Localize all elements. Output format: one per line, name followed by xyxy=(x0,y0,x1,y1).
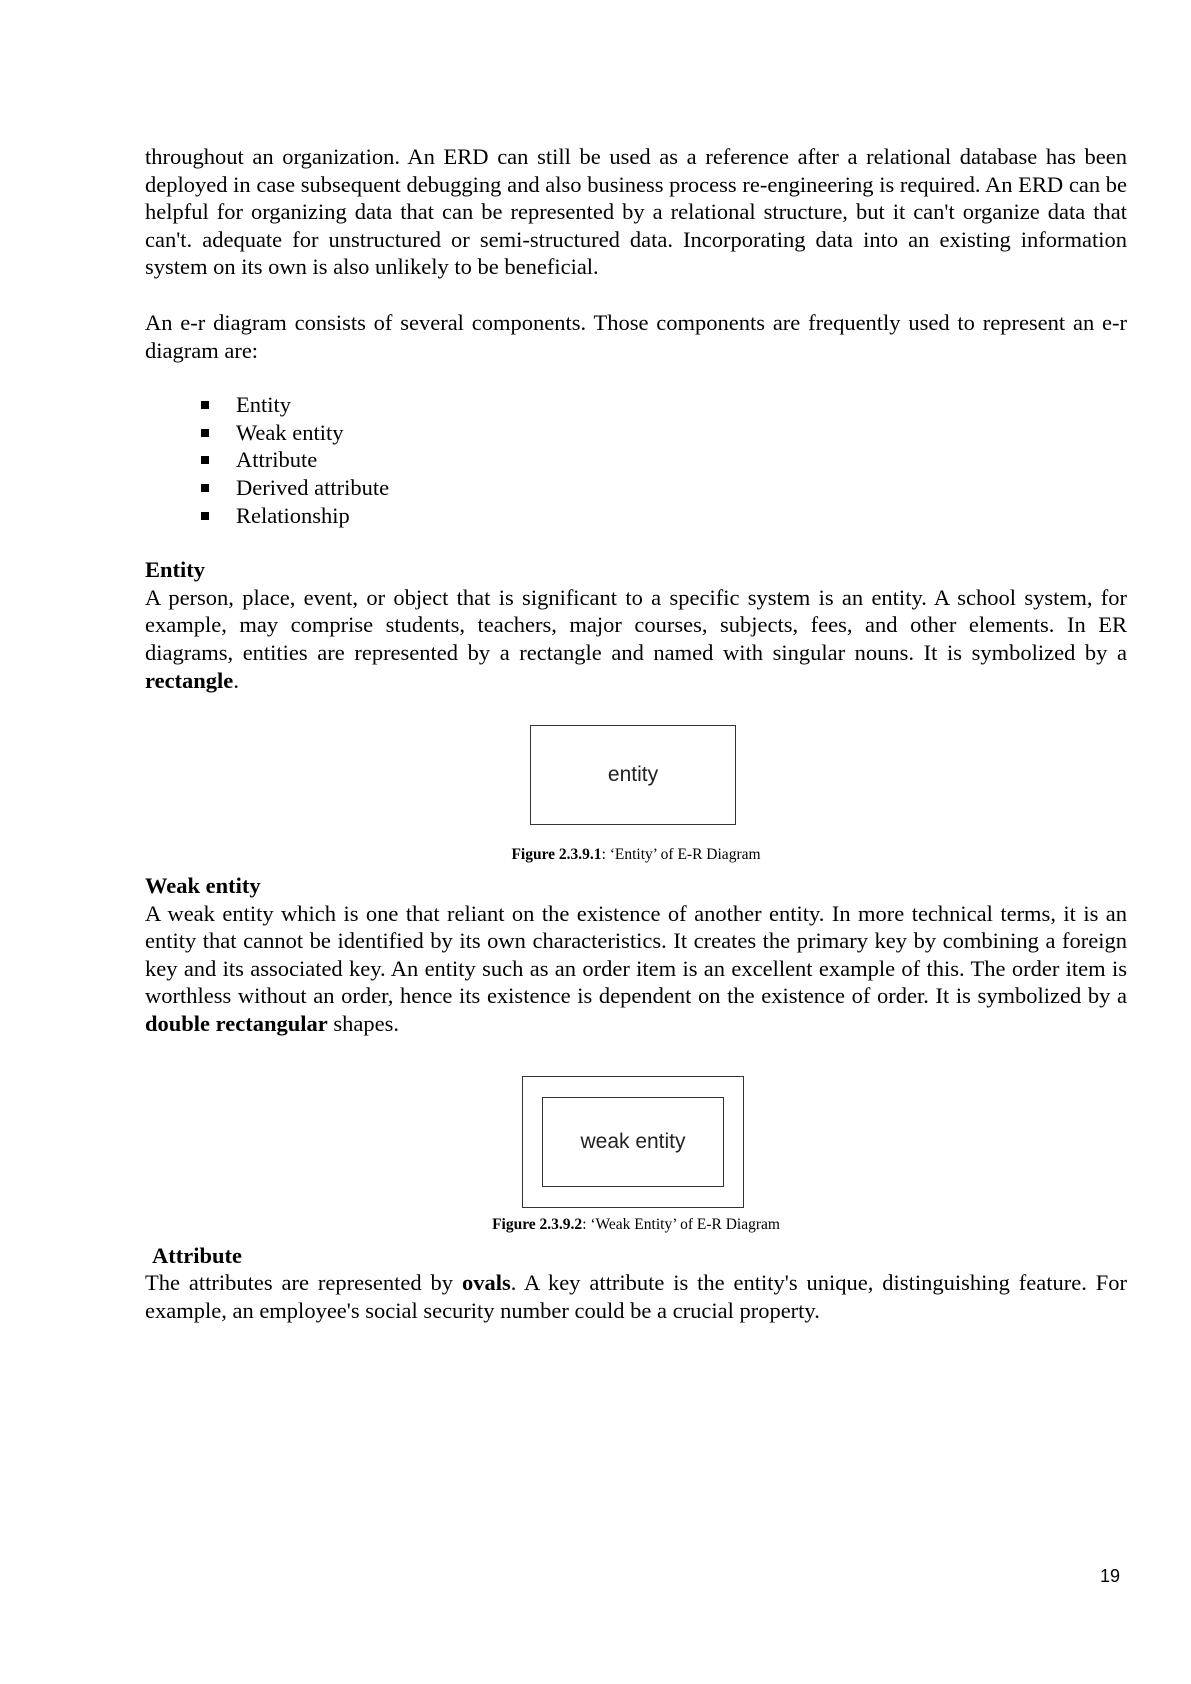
attribute-bold-term: ovals xyxy=(461,1270,511,1296)
list-item xyxy=(200,446,1127,474)
weak-entity-text: A weak entity which is one that reliant on the existence of another entity. In more technical terms, it is an entity that cannot be identified by its own characteristics. It creates the primary key by combining a foreign key and its associated key. An entity such as an order item is an excellent example of this. The order item is worthless without an order, hence its existence is dependent on the existence of order. It is symbolized by a xyxy=(145,900,1127,1009)
attribute-heading: Attribute xyxy=(152,1242,242,1268)
entity-heading: Entity xyxy=(145,557,206,583)
list-item-label: Entity xyxy=(236,392,291,418)
entity-text: A person, place, event, or object that is significant to a specific system is an entity. A school system, for example, may comprise students, teachers, major courses, subjects, fees, and other elements. In ER diagrams, entities are represented by a rectangle and named with singular nouns. It is symbolized by a xyxy=(145,584,1127,665)
list-item-label: Relationship xyxy=(236,502,350,528)
attribute-paragraph xyxy=(145,1269,1127,1324)
entity-rectangle-label: entity xyxy=(607,763,659,787)
intro-paragraph: throughout an organization. An ERD can still be used as a reference after a relational database has been deployed in case subsequent debugging and also business process re-engineering is required. An ERD can be helpful for organizing data that can be represented by a relational structure, but it can't organize data that can't. adequate for unstructured or semi-structured data. Incorporating data into an existing information system on its own is also unlikely to be beneficial. xyxy=(145,144,1127,280)
weak-entity-caption-text: : ‘Weak Entity’ of E-R Diagram xyxy=(582,1215,780,1233)
list-item xyxy=(200,474,1127,502)
weak-entity-figure-caption xyxy=(145,1216,1127,1234)
list-item-label: Attribute xyxy=(236,447,318,473)
entity-paragraph xyxy=(145,584,1127,694)
attribute-text: . A key attribute is the entity's unique, distinguishing feature. For example, an employee's social security number could be a crucial property. xyxy=(145,1270,1127,1323)
entity-figure xyxy=(145,694,1127,872)
weak-entity-outer-rectangle xyxy=(522,1076,744,1208)
square-bullet-icon xyxy=(201,429,209,437)
components-intro-paragraph: An e-r diagram consists of several components. Those components are frequently used to represent an e-r diagram are: xyxy=(145,309,1127,363)
entity-caption-number: Figure 2.3.9.1 xyxy=(511,846,602,864)
square-bullet-icon xyxy=(201,456,209,464)
components-list xyxy=(145,391,1127,529)
entity-caption-text: : ‘Entity’ of E-R Diagram xyxy=(601,846,761,864)
weak-entity-bold-term: double rectangular xyxy=(145,1011,328,1037)
page-content xyxy=(145,143,1127,1324)
weak-entity-text-end: shapes. xyxy=(327,1011,399,1037)
entity-rectangle xyxy=(530,725,736,825)
list-item-label: Derived attribute xyxy=(236,474,390,500)
list-item xyxy=(200,419,1127,447)
square-bullet-icon xyxy=(201,484,209,492)
weak-entity-paragraph xyxy=(145,900,1127,1038)
weak-entity-inner-rectangle xyxy=(542,1097,724,1187)
attribute-text-start: The attributes are represented by xyxy=(145,1270,454,1296)
entity-text-end: . xyxy=(233,667,239,693)
weak-entity-rectangle-label: weak entity xyxy=(580,1129,686,1153)
weak-entity-caption-number: Figure 2.3.9.2 xyxy=(492,1215,583,1233)
list-item xyxy=(200,391,1127,419)
weak-entity-figure xyxy=(145,1038,1127,1242)
entity-figure-caption xyxy=(145,846,1127,864)
list-item xyxy=(200,502,1127,530)
square-bullet-icon xyxy=(201,512,209,520)
list-item-label: Weak entity xyxy=(236,419,344,445)
entity-bold-term: rectangle xyxy=(145,667,234,693)
page-number: 19 xyxy=(1100,1566,1121,1586)
weak-entity-heading: Weak entity xyxy=(145,873,261,899)
square-bullet-icon xyxy=(201,401,209,409)
